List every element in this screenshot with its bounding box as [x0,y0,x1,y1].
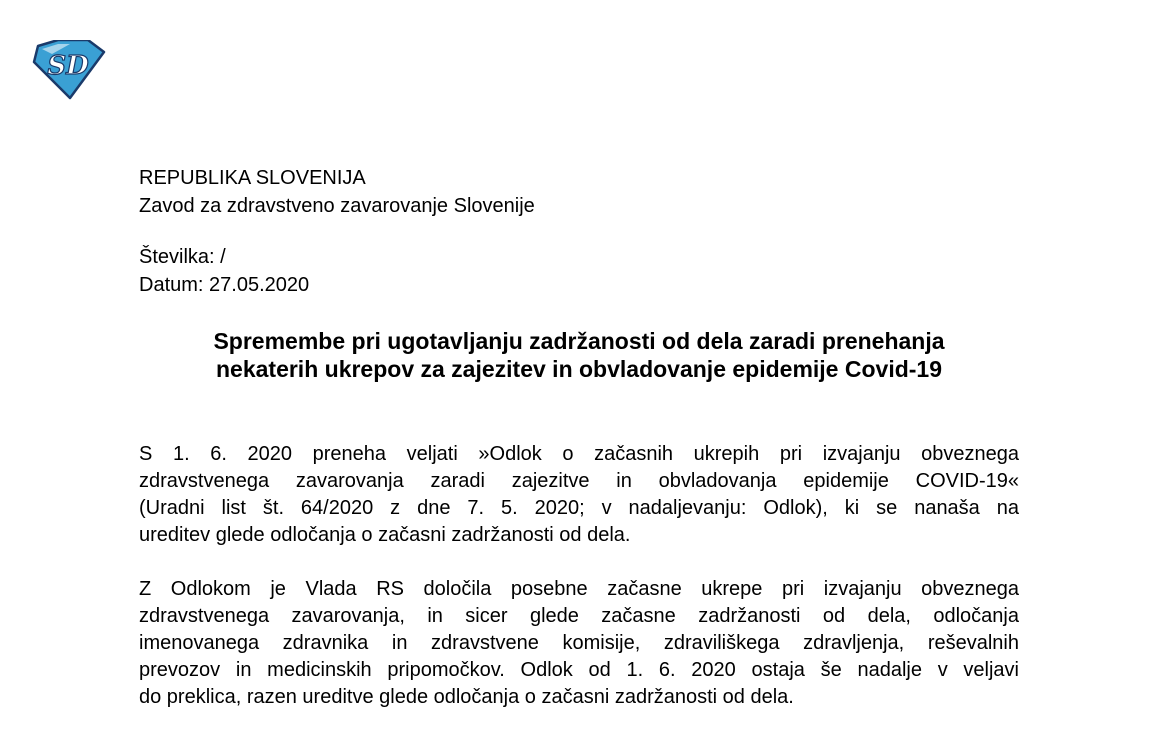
paragraph-line: zdravstvenega zavarovanja, in sicer glede začasne zadržanosti od dela, odločanja [139,605,1019,627]
paragraph-line: Z Odlokom je Vlada RS določila posebne začasne ukrepe pri izvajanju obveznega [139,578,1019,600]
paragraph-line: ureditev glede odločanja o začasni zadržanosti od dela. [139,524,631,546]
paragraph-line: S 1. 6. 2020 preneha veljati »Odlok o začasnih ukrepih pri izvajanju obveznega [139,443,1019,465]
paragraph-line: (Uradni list št. 64/2020 z dne 7. 5. 2020; v nadaljevanju: Odlok), ki se nanaša na [139,497,1019,519]
document-number: Številka: / [139,246,226,268]
zzzs-logo [30,40,106,100]
paragraph-line: zdravstvenega zavarovanja zaradi zajezitve in obvladovanja epidemije COVID-19« [139,470,1019,492]
paragraph-line: do preklica, razen ureditve glede odločanja o začasni zadržanosti od dela. [139,686,794,708]
document-date: Datum: 27.05.2020 [139,274,310,296]
paragraph-line: prevozov in medicinskih pripomočkov. Odlok od 1. 6. 2020 ostaja še nadalje v veljavi [139,659,1019,681]
title-line: nekaterih ukrepov za zajezitev in obvladovanje epidemije Covid-19 [215,356,943,382]
header-institution: Zavod za zdravstveno zavarovanje Slovenije [139,195,535,217]
document-title [139,327,1019,383]
paragraph-line: imenovanega zdravnika in zdravstvene komisije, zdraviliškega zdravljenja, reševalnih [139,632,1019,654]
logo-letters: SD [47,51,89,81]
paragraph [139,576,1019,711]
title-line: Spremembe pri ugotavljanju zadržanosti od dela zaradi prenehanja [213,328,945,354]
paragraph [139,441,1019,549]
header-country: REPUBLIKA SLOVENIJA [139,167,366,189]
